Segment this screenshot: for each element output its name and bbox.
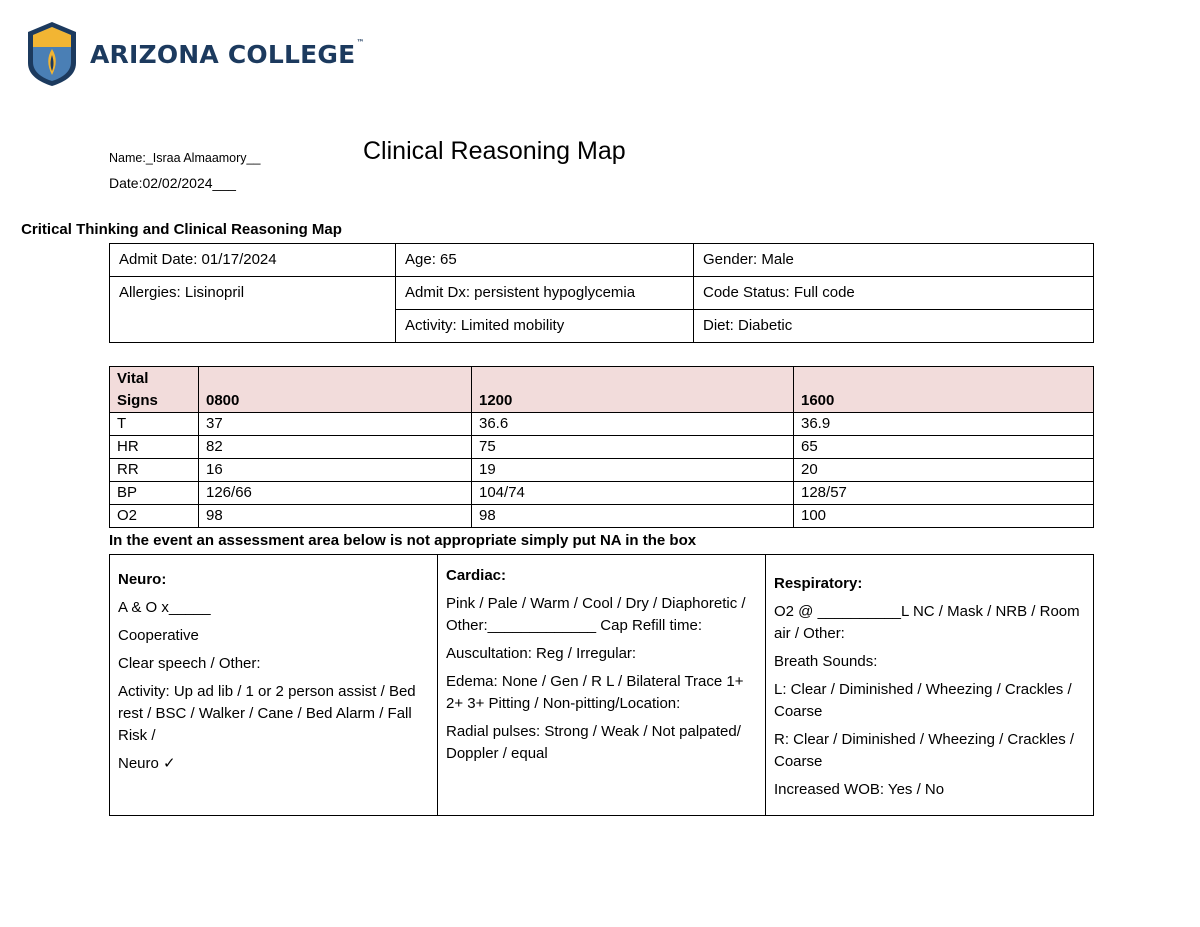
- vital-value: 98: [199, 505, 472, 528]
- vital-value: 19: [472, 459, 794, 482]
- document-date: Date:02/02/2024___: [109, 175, 236, 191]
- trademark-symbol: ™: [356, 37, 365, 47]
- vital-value: 20: [794, 459, 1094, 482]
- diet-cell: Diet: Diabetic: [694, 310, 1094, 343]
- activity-cell: Activity: Limited mobility: [396, 310, 694, 343]
- vital-label: RR: [110, 459, 199, 482]
- cardiac-title: Cardiac:: [446, 567, 507, 584]
- page-title: Clinical Reasoning Map: [363, 137, 626, 165]
- assessment-table: [109, 554, 1094, 816]
- respiratory-item: Increased WOB: Yes / No: [774, 781, 945, 798]
- cardiac-item: Edema: None / Gen / R L / Bilateral Trace 1+ 2+ 3+ Pitting / Non-pitting/Location:: [446, 673, 744, 712]
- neuro-section: [110, 555, 438, 816]
- assessment-instructions: In the event an assessment area below is not appropriate simply put NA in the box: [109, 532, 697, 549]
- vital-value: 36.9: [794, 413, 1094, 436]
- vital-label: O2: [110, 505, 199, 528]
- vital-value: 75: [472, 436, 794, 459]
- table-row: [110, 482, 1094, 505]
- vitals-header-cell: 1200: [472, 367, 794, 413]
- patient-info-table: [109, 243, 1094, 343]
- vital-label: T: [110, 413, 199, 436]
- vital-value: 82: [199, 436, 472, 459]
- neuro-item: Cooperative: [118, 627, 199, 644]
- vital-value: 100: [794, 505, 1094, 528]
- respiratory-title: Respiratory:: [774, 575, 863, 592]
- vital-label: HR: [110, 436, 199, 459]
- respiratory-item: Breath Sounds:: [774, 653, 878, 670]
- vitals-header-row: [110, 367, 1094, 413]
- vital-label: BP: [110, 482, 199, 505]
- vitals-header-cell: 0800: [199, 367, 472, 413]
- vital-value: 65: [794, 436, 1094, 459]
- neuro-title: Neuro:: [118, 571, 167, 588]
- cardiac-section: [438, 555, 766, 816]
- neuro-item: Activity: Up ad lib / 1 or 2 person assist / Bed rest / BSC / Walker / Cane / Bed Alarm / Fall Risk /: [118, 683, 416, 744]
- code-status-cell: Code Status: Full code: [694, 277, 1094, 310]
- table-row: [110, 436, 1094, 459]
- vital-value: 98: [472, 505, 794, 528]
- table-row: [110, 413, 1094, 436]
- respiratory-item: O2 @ __________L NC / Mask / NRB / Room air / Other:: [774, 603, 1080, 642]
- cardiac-item: Pink / Pale / Warm / Cool / Dry / Diaphoretic / Other:_____________ Cap Refill time:: [446, 595, 746, 634]
- vital-value: 128/57: [794, 482, 1094, 505]
- shield-icon: [26, 21, 78, 87]
- age-cell: Age: 65: [396, 244, 694, 277]
- vital-value: 16: [199, 459, 472, 482]
- logo-text: ARIZONA COLLEGE™: [90, 37, 365, 69]
- admit-dx-cell: Admit Dx: persistent hypoglycemia: [396, 277, 694, 310]
- vital-value: 104/74: [472, 482, 794, 505]
- vital-value: 126/66: [199, 482, 472, 505]
- allergies-cell: Allergies: Lisinopril: [110, 277, 396, 343]
- table-row: [110, 505, 1094, 528]
- vital-value: 37: [199, 413, 472, 436]
- respiratory-section: [766, 555, 1094, 816]
- cardiac-item: Radial pulses: Strong / Weak / Not palpated/ Doppler / equal: [446, 723, 741, 762]
- student-name: Name:_Israa Almaamory__: [109, 151, 261, 165]
- section-subtitle: Critical Thinking and Clinical Reasoning Map: [21, 221, 342, 238]
- respiratory-item: L: Clear / Diminished / Wheezing / Crackles / Coarse: [774, 681, 1072, 720]
- vitals-header-cell: Vital Signs: [110, 367, 199, 413]
- cardiac-item: Auscultation: Reg / Irregular:: [446, 645, 637, 662]
- admit-date-cell: Admit Date: 01/17/2024: [110, 244, 396, 277]
- gender-cell: Gender: Male: [694, 244, 1094, 277]
- vitals-header-cell: 1600: [794, 367, 1094, 413]
- vital-value: 36.6: [472, 413, 794, 436]
- vital-signs-table: [109, 366, 1094, 528]
- college-logo: [26, 21, 365, 87]
- neuro-item: Clear speech / Other:: [118, 655, 261, 672]
- neuro-item: A & O x_____: [118, 599, 211, 616]
- table-row: [110, 459, 1094, 482]
- respiratory-item: R: Clear / Diminished / Wheezing / Crackles / Coarse: [774, 731, 1075, 770]
- neuro-item: Neuro ✓: [118, 755, 176, 772]
